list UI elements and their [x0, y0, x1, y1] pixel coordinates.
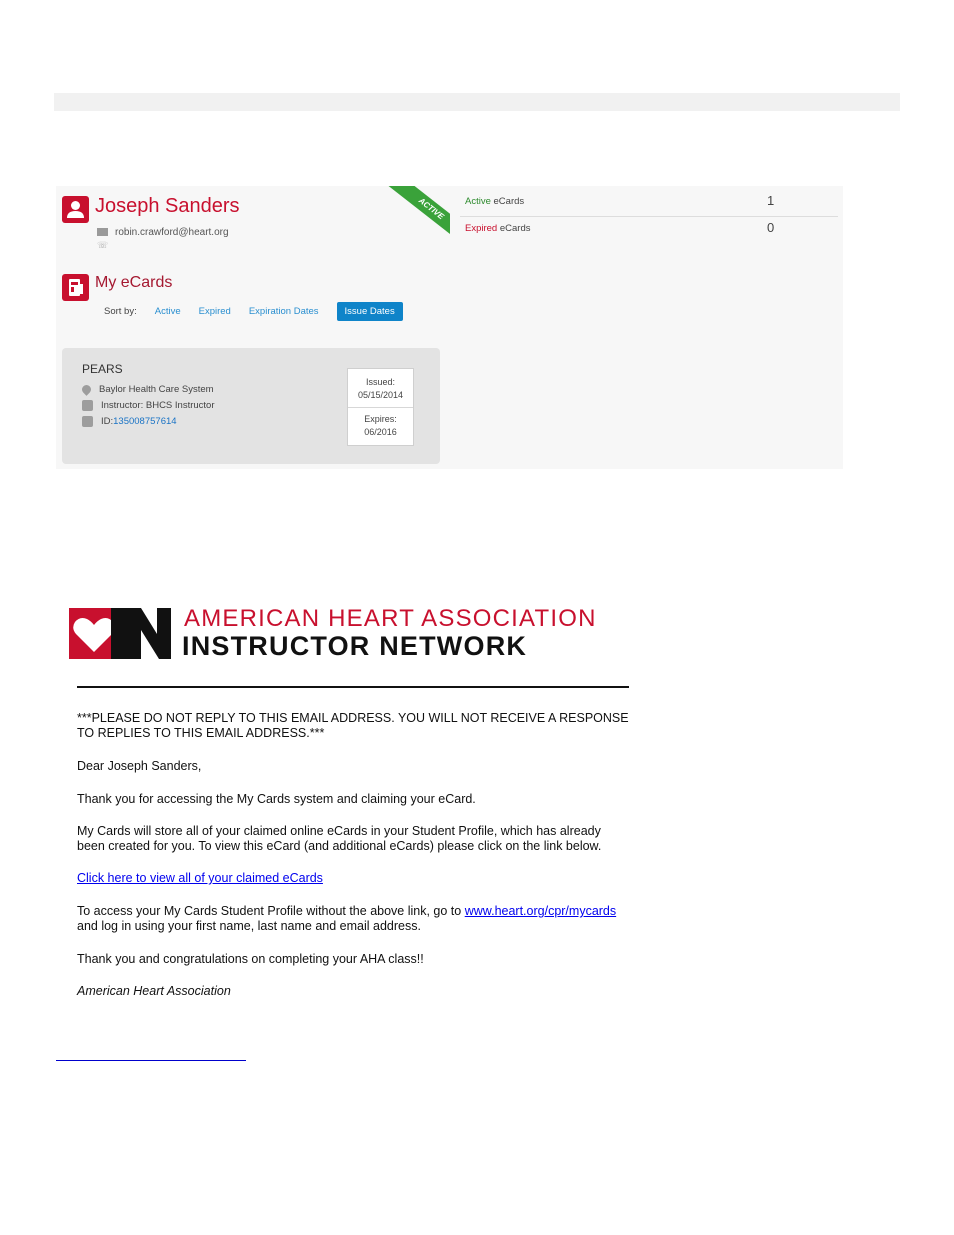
warning-line-2: TO REPLIES TO THIS EMAIL ADDRESS.*** — [77, 726, 325, 740]
p3-prefix: To access your My Cards Student Profile without the above link, go to — [77, 904, 465, 918]
card-id-link[interactable]: 135008757614 — [113, 416, 177, 427]
id-badge-icon — [82, 400, 93, 411]
ecards-screenshot — [56, 186, 843, 469]
profile-email-row — [97, 227, 229, 238]
phone-icon: ☏ — [97, 240, 109, 250]
email-paragraph-1: Thank you for accessing the My Cards system and claiming your eCard. — [77, 792, 476, 806]
expires-date: 06/2016 — [364, 427, 397, 437]
issued-label: Issued: — [365, 377, 396, 387]
card-org: Baylor Health Care System — [99, 384, 214, 395]
logo-line-2: INSTRUCTOR NETWORK — [182, 631, 528, 661]
heart-logo-mark — [69, 608, 171, 659]
p3-line-2: and log in using your first name, last name and email address. — [77, 919, 421, 933]
sort-bar — [104, 301, 403, 321]
aha-logo — [69, 605, 629, 661]
active-label-colored: Active — [465, 196, 491, 207]
email-warning — [77, 711, 637, 741]
sort-expiration-dates-button[interactable]: Expiration Dates — [248, 305, 319, 317]
card-id-label: ID: — [101, 416, 114, 427]
active-label-rest: eCards — [490, 196, 525, 207]
card-id-icon — [82, 416, 93, 427]
card-instructor-row — [82, 400, 215, 411]
email-paragraph-2 — [77, 824, 637, 854]
email-greeting: Dear Joseph Sanders, — [77, 759, 202, 773]
active-ribbon — [376, 186, 450, 260]
email-paragraph-3 — [77, 904, 637, 934]
active-ecards-row — [460, 190, 838, 217]
ecard-icon — [62, 274, 89, 301]
logo-line-1: AMERICAN HEART ASSOCIATION — [184, 605, 597, 632]
ribbon-label: ACTIVE — [387, 186, 450, 246]
user-icon — [62, 196, 89, 223]
header-rule — [77, 686, 629, 688]
sort-active-button[interactable]: Active — [154, 305, 181, 317]
warning-line-1: ***PLEASE DO NOT REPLY TO THIS EMAIL ADDRESS. YOU WILL NOT RECEIVE A RESPONSE — [77, 711, 629, 725]
footnote-rule — [56, 1060, 246, 1061]
profile-name: Joseph Sanders — [95, 195, 240, 217]
sort-expired-button[interactable]: Expired — [198, 305, 231, 317]
expired-label-rest: eCards — [497, 223, 531, 234]
sort-label: Sort by: — [104, 305, 137, 317]
card-org-row — [82, 384, 214, 395]
expires-label: Expires: — [364, 414, 397, 424]
ecard-stats — [460, 190, 838, 243]
email-signature: American Heart Association — [77, 984, 231, 998]
top-gray-bar — [54, 93, 900, 111]
card-id-row — [82, 416, 177, 427]
card-dates-box — [347, 368, 414, 446]
mycards-url-link[interactable]: www.heart.org/cpr/mycards — [464, 904, 617, 918]
card-title: PEARS — [82, 362, 123, 376]
issued-date: 05/15/2014 — [357, 390, 404, 400]
dates-divider — [348, 407, 413, 408]
envelope-icon — [97, 228, 108, 236]
expired-ecards-row — [460, 217, 838, 243]
view-ecards-link[interactable]: Click here to view all of your claimed eCards — [77, 871, 323, 885]
active-count: 1 — [767, 193, 775, 208]
my-ecards-title: My eCards — [95, 274, 173, 291]
email-paragraph-4: Thank you and congratulations on completing your AHA class!! — [77, 952, 424, 966]
ecard-tile[interactable] — [62, 348, 440, 464]
profile-email: robin.crawford@heart.org — [115, 227, 229, 238]
card-instructor: Instructor: BHCS Instructor — [101, 400, 215, 411]
location-pin-icon — [80, 383, 93, 396]
sort-issue-dates-button[interactable]: Issue Dates — [337, 302, 403, 321]
p2-line-2: been created for you. To view this eCard (and additional eCards) please click on the link below. — [77, 839, 602, 853]
email-link-row — [77, 871, 637, 886]
expired-count: 0 — [767, 220, 775, 235]
p2-line-1: My Cards will store all of your claimed online eCards in your Student Profile, which has already — [77, 824, 601, 838]
expired-label-colored: Expired — [465, 223, 498, 234]
